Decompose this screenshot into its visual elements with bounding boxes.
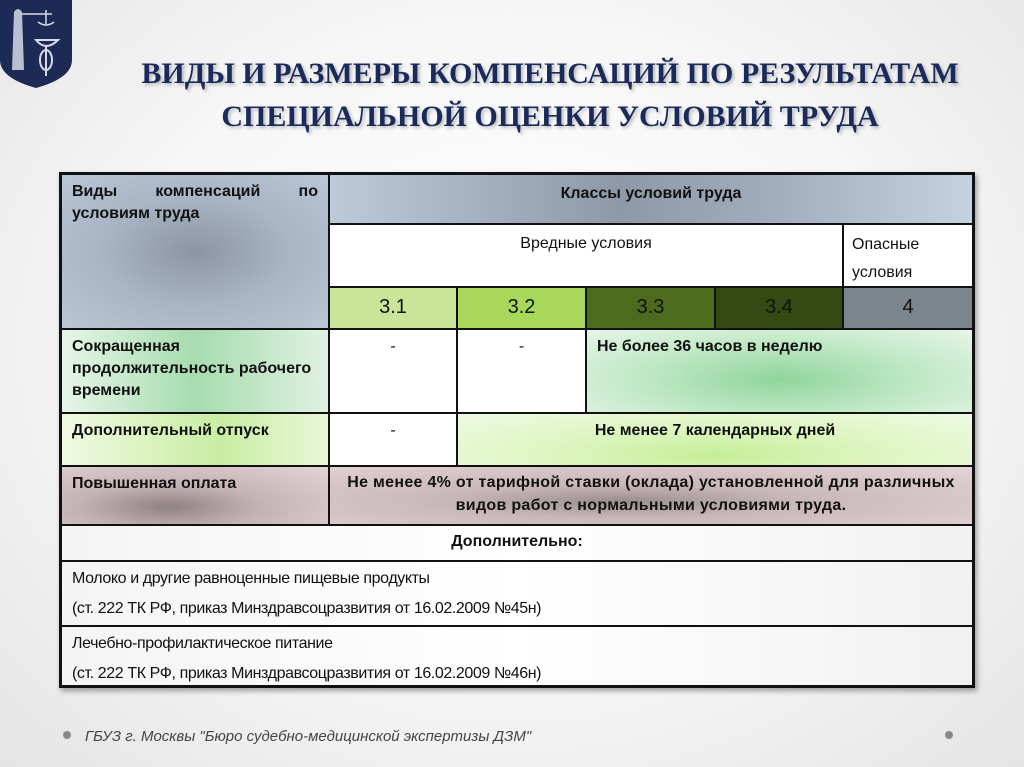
harmful-conditions-header: Вредные условия	[330, 225, 844, 288]
row-label-reduced-hours: Сокращенная продолжительность рабочего времени	[62, 330, 330, 414]
class-3-1: 3.1	[330, 288, 458, 330]
class-3-2: 3.2	[458, 288, 587, 330]
reduced-hours-value: Не более 36 часов в неделю	[587, 330, 972, 414]
row-label-increased-pay: Повышенная оплата	[62, 467, 330, 526]
bullet-dot-icon-right	[945, 731, 953, 739]
title-line-1: ВИДЫ И РАЗМЕРЫ КОМПЕНСАЦИЙ ПО РЕЗУЛЬТАТАМ	[141, 57, 959, 90]
additional-item-nutrition-reference: (ст. 222 ТК РФ, приказ Минздравсоцразвития от 16.02.2009 №46н)	[72, 665, 542, 682]
dangerous-conditions-header: Опасные условия	[844, 225, 972, 288]
footer-text: ГБУЗ г. Москвы "Бюро судебно-медицинской экспертизы ДЗМ"	[85, 728, 532, 745]
additional-item-milk-title: Молоко и другие равноценные пищевые продукты	[72, 570, 430, 587]
title-line-2: СПЕЦИАЛЬНОЙ ОЦЕНКИ УСЛОВИЙ ТРУДА	[221, 100, 879, 133]
reduced-hours-3-1: -	[330, 330, 458, 414]
additional-header: Дополнительно:	[62, 526, 972, 562]
additional-item-milk-reference: (ст. 222 ТК РФ, приказ Минздравсоцразвития от 16.02.2009 №45н)	[72, 600, 542, 617]
compensation-table	[59, 172, 975, 688]
extra-vacation-3-1: -	[330, 414, 458, 467]
extra-vacation-value: Не менее 7 календарных дней	[458, 414, 972, 467]
class-3-4: 3.4	[716, 288, 844, 330]
reduced-hours-3-2: -	[458, 330, 587, 414]
classes-header: Классы условий труда	[330, 175, 972, 225]
increased-pay-value: Не менее 4% от тарифной ставки (оклада) установленной для различных видов работ с нормальными условиями труда.	[330, 467, 972, 526]
logo	[0, 0, 72, 88]
class-3-3: 3.3	[587, 288, 716, 330]
additional-item-nutrition	[62, 627, 972, 685]
row-label-extra-vacation: Дополнительный отпуск	[62, 414, 330, 467]
additional-item-milk	[62, 562, 972, 627]
bullet-dot-icon-left	[63, 731, 71, 739]
additional-item-nutrition-title: Лечебно-профилактическое питание	[72, 635, 333, 652]
page-title	[100, 52, 1000, 138]
class-4: 4	[844, 288, 972, 330]
justice-medicine-emblem-icon	[0, 0, 72, 88]
corner-header: Виды компенсаций по условиям труда	[62, 175, 330, 330]
